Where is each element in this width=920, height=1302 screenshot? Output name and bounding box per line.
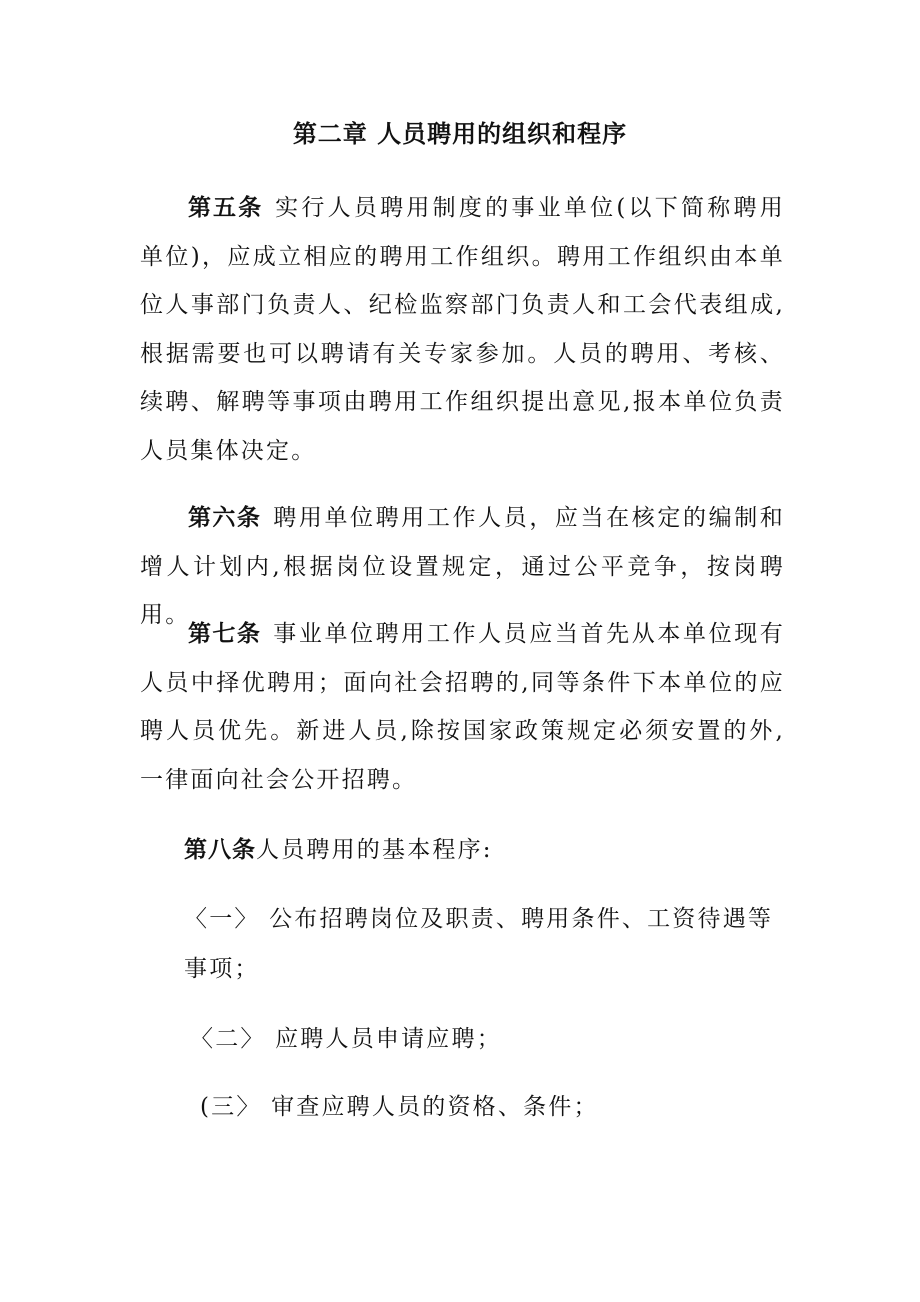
article-text: 事业单位聘用工作人员应当首先从本单位现有人员中择优聘用；面向社会招聘的,同等条件下本单位的应聘人员优先。新进人员,除按国家政策规定必须安置的外,一律面向社会公开招聘。: [140, 621, 786, 793]
article-label: 第七条: [188, 621, 262, 647]
article-label: 第五条: [188, 195, 264, 221]
article-text: 人员聘用的基本程序:: [256, 837, 493, 863]
article-text: 实行人员聘用制度的事业单位(以下简称聘用单位)，应成立相应的聘用工作组织。聘用工作组织由本单位人事部门负责人、纪检监察部门负责人和工会代表组成,根据需要也可以聘请有关专家参加。人员的聘用、考核、续聘、解聘等事项由聘用工作组织提出意见,报本单位负责人员集体决定。: [140, 195, 785, 464]
procedure-item-text: (三〉 审查应聘人员的资格、条件；: [200, 1094, 599, 1120]
procedure-item-1: [184, 894, 794, 994]
procedure-item-text: 〈一〉 公布招聘岗位及职责、聘用条件、工资待遇等事项；: [184, 906, 774, 982]
procedure-item-text: 〈二〉 应聘人员申请应聘；: [190, 1026, 502, 1052]
procedure-item-3: [200, 1082, 790, 1132]
article-label: 第八条: [184, 837, 256, 863]
article-7: [140, 610, 785, 804]
article-8: [140, 826, 785, 875]
article-5: [140, 184, 785, 475]
procedure-item-2: [190, 1014, 790, 1064]
article-text: 聘用单位聘用工作人员，应当在核定的编制和增人计划内,根据岗位设置规定，通过公平竞争，按岗聘用。: [140, 505, 786, 628]
chapter-title: 第二章 人员聘用的组织和程序: [292, 120, 628, 148]
article-label: 第六条: [188, 505, 262, 531]
